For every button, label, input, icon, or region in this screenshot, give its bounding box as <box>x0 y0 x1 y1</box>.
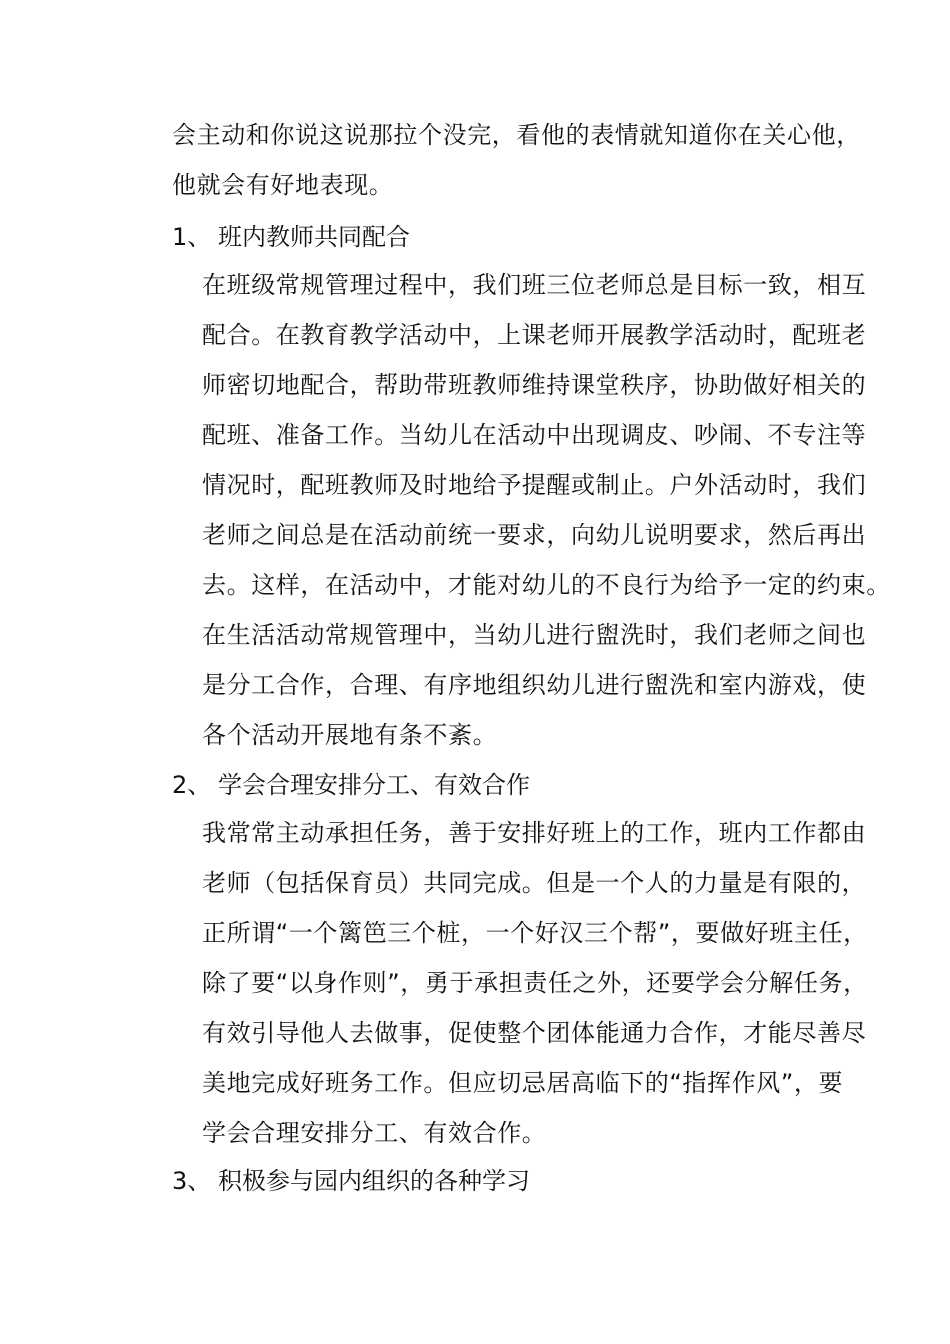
section-title: 积极参与园内组织的各种学习 <box>218 1167 530 1195</box>
paragraph-line: 配班、准备工作。当幼儿在活动中出现调皮、吵闹、不专注等 <box>202 421 867 449</box>
paragraph-line: 去。这样，在活动中，才能对幼儿的不良行为给予一定的约束。 <box>202 571 891 599</box>
paragraph-line: 配合。在教育教学活动中，上课老师开展教学活动时，配班老 <box>202 321 867 349</box>
paragraph-line: 在生活活动常规管理中，当幼儿进行盥洗时，我们老师之间也 <box>202 621 867 649</box>
section-title: 班内教师共同配合 <box>218 223 410 251</box>
paragraph-line: 老师之间总是在活动前统一要求，向幼儿说明要求，然后再出 <box>202 521 867 549</box>
intro-line: 他就会有好地表现。 <box>172 171 394 199</box>
paragraph-line: 情况时，配班教师及时地给予提醒或制止。户外活动时，我们 <box>202 471 867 499</box>
section-heading <box>172 222 410 252</box>
paragraph-line: 各个活动开展地有条不紊。 <box>202 721 498 749</box>
section-number: 1、 <box>172 223 212 251</box>
section-heading <box>172 1166 530 1196</box>
paragraph-line: 师密切地配合，帮助带班教师维持课堂秩序，协助做好相关的 <box>202 371 867 399</box>
paragraph-line: 除了要“以身作则”，勇于承担责任之外，还要学会分解任务， <box>202 969 868 997</box>
section-number: 2、 <box>172 771 212 799</box>
intro-line: 会主动和你说这说那拉个没完，看他的表情就知道你在关心他， <box>172 121 861 149</box>
paragraph-line: 美地完成好班务工作。但应切忌居高临下的“指挥作风”，要 <box>202 1069 844 1097</box>
paragraph-line: 学会合理安排分工、有效合作。 <box>202 1119 547 1147</box>
paragraph-line: 我常常主动承担任务，善于安排好班上的工作，班内工作都由 <box>202 819 867 847</box>
section-number: 3、 <box>172 1167 212 1195</box>
section-title: 学会合理安排分工、有效合作 <box>218 771 530 799</box>
paragraph-line: 是分工合作，合理、有序地组织幼儿进行盥洗和室内游戏，使 <box>202 671 867 699</box>
paragraph-line: 在班级常规管理过程中，我们班三位老师总是目标一致，相互 <box>202 271 867 299</box>
paragraph-line: 有效引导他人去做事，促使整个团体能通力合作，才能尽善尽 <box>202 1019 867 1047</box>
section-heading <box>172 770 530 800</box>
paragraph-line: 正所谓“一个篱笆三个桩，一个好汉三个帮”，要做好班主任， <box>202 919 868 947</box>
paragraph-line: 老师（包括保育员）共同完成。但是一个人的力量是有限的， <box>202 869 867 897</box>
